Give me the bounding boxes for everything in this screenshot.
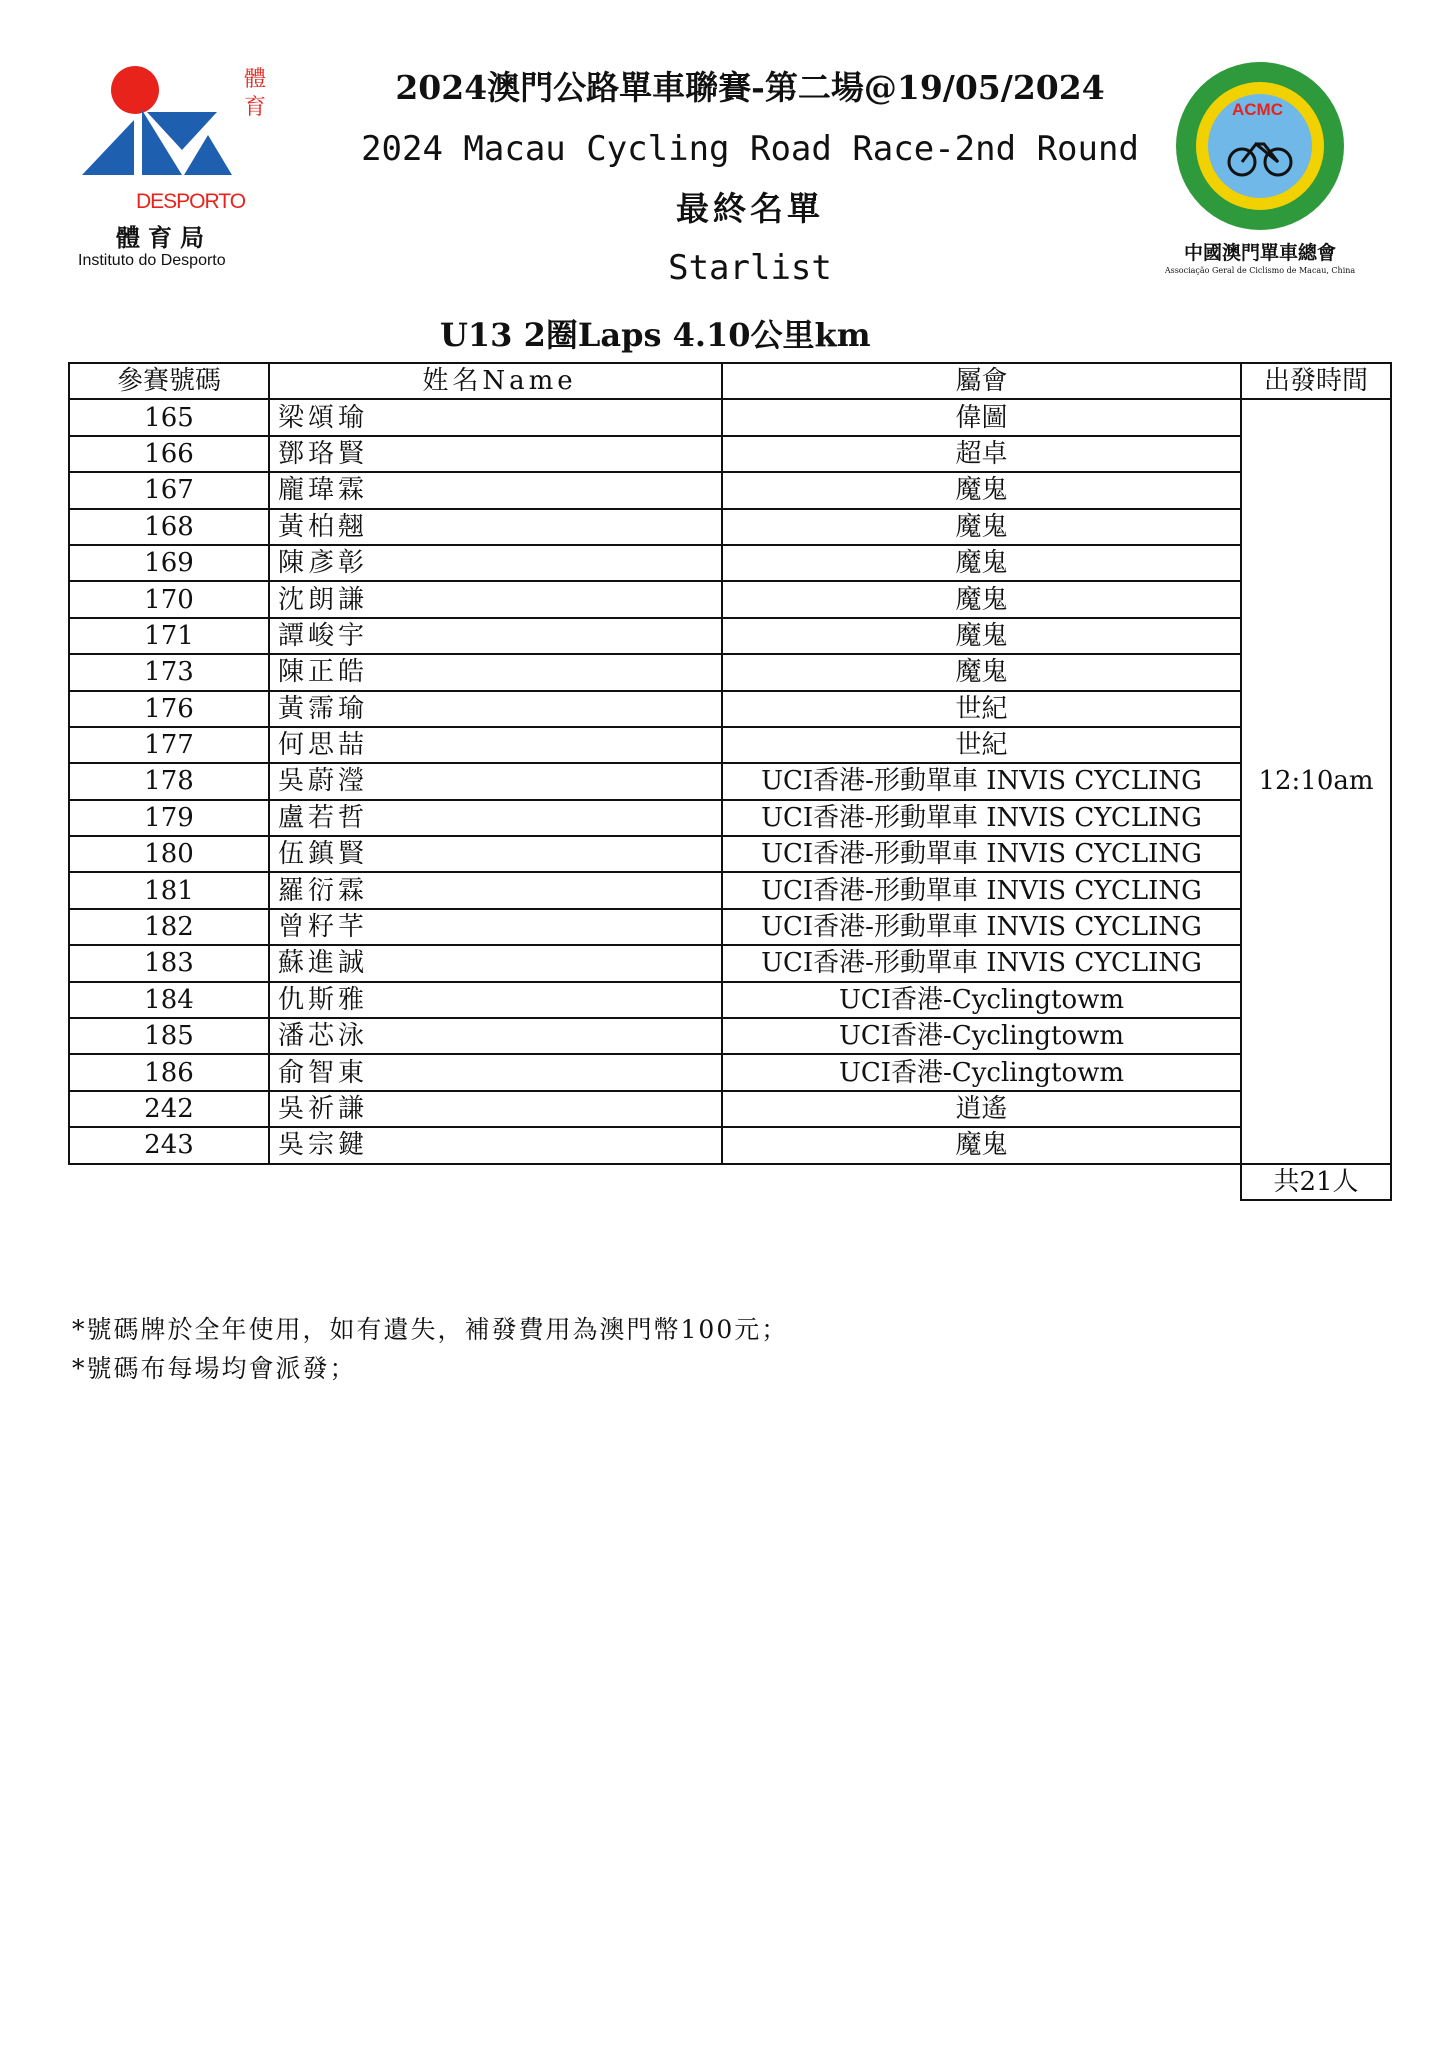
table-row <box>69 1054 1391 1090</box>
rider-name-cell: 陳彥彰 <box>269 545 722 581</box>
bib-number-cell: 173 <box>69 654 269 690</box>
rider-name-cell: 陳正皓 <box>269 654 722 690</box>
table-row <box>69 1127 1391 1163</box>
table-row <box>69 763 1391 799</box>
desporto-brand: DESPORTO <box>136 190 246 213</box>
table-row <box>69 909 1391 945</box>
bib-number-cell: 176 <box>69 691 269 727</box>
bib-number-cell: 168 <box>69 509 269 545</box>
club-cell: 世紀 <box>722 727 1241 763</box>
rider-name-cell: 潘芯泳 <box>269 1018 722 1054</box>
club-cell: 魔鬼 <box>722 654 1241 690</box>
bib-number-cell: 181 <box>69 872 269 908</box>
table-row <box>69 800 1391 836</box>
table-row <box>69 618 1391 654</box>
title-en: 2024 Macau Cycling Road Race-2nd Round <box>361 129 1139 169</box>
bib-number-cell: 184 <box>69 982 269 1018</box>
rider-name-cell: 蘇進誠 <box>269 945 722 981</box>
rider-name-cell: 仇斯雅 <box>269 982 722 1018</box>
document-header <box>360 58 1140 298</box>
footnote-1: *號碼牌於全年使用，如有遺失，補發費用為澳門幣100元； <box>72 1315 789 1344</box>
acmc-badge-graphic <box>1160 60 1360 235</box>
rider-name-cell: 吳蔚瀅 <box>269 763 722 799</box>
table-row <box>69 836 1391 872</box>
table-row <box>69 982 1391 1018</box>
race-category: U13 2圈Laps 4.10公里km <box>440 316 871 354</box>
rider-name-cell: 曾籽芊 <box>269 909 722 945</box>
table-row <box>69 399 1391 435</box>
header-club: 屬會 <box>722 363 1241 399</box>
rider-name-cell: 何思喆 <box>269 727 722 763</box>
table-row <box>69 436 1391 472</box>
acmc-name-pt: Associação Geral de Ciclismo de Macau, China <box>1164 266 1356 275</box>
acmc-name-zh: 中國澳門單車總會 <box>1183 242 1336 264</box>
desporto-logo <box>72 50 287 280</box>
acmc-logo <box>1160 60 1360 285</box>
rider-name-cell: 吳祈謙 <box>269 1091 722 1127</box>
club-cell: UCI香港-Cyclingtowm <box>722 1018 1241 1054</box>
club-cell: UCI香港-形動單車 INVIS CYCLING <box>722 763 1241 799</box>
table-row <box>69 691 1391 727</box>
club-cell: 魔鬼 <box>722 545 1241 581</box>
bib-number-cell: 186 <box>69 1054 269 1090</box>
bib-number-cell: 170 <box>69 581 269 617</box>
desporto-zh-char-2: 育 <box>244 95 267 120</box>
rider-name-cell: 吳宗鍵 <box>269 1127 722 1163</box>
rider-name-cell: 梁頌瑜 <box>269 399 722 435</box>
table-row <box>69 581 1391 617</box>
subtitle-en: Starlist <box>668 248 832 288</box>
header-start-time: 出發時間 <box>1241 363 1391 399</box>
club-cell: UCI香港-形動單車 INVIS CYCLING <box>722 800 1241 836</box>
club-cell: UCI香港-形動單車 INVIS CYCLING <box>722 872 1241 908</box>
club-cell: 世紀 <box>722 691 1241 727</box>
table-row <box>69 509 1391 545</box>
club-cell: 魔鬼 <box>722 509 1241 545</box>
starlist-table <box>68 362 1392 1201</box>
bib-number-cell: 182 <box>69 909 269 945</box>
club-cell: 偉圖 <box>722 399 1241 435</box>
bib-number-cell: 242 <box>69 1091 269 1127</box>
total-row <box>69 1164 1391 1200</box>
rider-total: 共21人 <box>1241 1164 1391 1200</box>
bib-number-cell: 165 <box>69 399 269 435</box>
club-cell: UCI香港-Cyclingtowm <box>722 1054 1241 1090</box>
table-row <box>69 1018 1391 1054</box>
table-row <box>69 945 1391 981</box>
rider-name-cell: 龐瑋霖 <box>269 472 722 508</box>
table-row <box>69 727 1391 763</box>
footnote-2: *號碼布每場均會派發； <box>72 1354 357 1383</box>
bib-number-cell: 183 <box>69 945 269 981</box>
club-cell: UCI香港-Cyclingtowm <box>722 982 1241 1018</box>
club-cell: UCI香港-形動單車 INVIS CYCLING <box>722 836 1241 872</box>
subtitle-zh: 最終名單 <box>676 189 824 228</box>
rider-name-cell: 黃柏翹 <box>269 509 722 545</box>
club-cell: UCI香港-形動單車 INVIS CYCLING <box>722 945 1241 981</box>
table-header-row <box>69 363 1391 399</box>
table-row <box>69 545 1391 581</box>
table-row <box>69 872 1391 908</box>
bib-number-cell: 185 <box>69 1018 269 1054</box>
club-cell: 逍遙 <box>722 1091 1241 1127</box>
rider-name-cell: 盧若哲 <box>269 800 722 836</box>
desporto-name-zh: 體育局 <box>116 224 212 252</box>
table-row <box>69 654 1391 690</box>
header-bib-number: 參賽號碼 <box>69 363 269 399</box>
rider-name-cell: 鄧珞賢 <box>269 436 722 472</box>
club-cell: 魔鬼 <box>722 472 1241 508</box>
club-cell: 魔鬼 <box>722 1127 1241 1163</box>
header-name: 姓名Name <box>269 363 722 399</box>
rider-name-cell: 俞智東 <box>269 1054 722 1090</box>
bib-number-cell: 178 <box>69 763 269 799</box>
bib-number-cell: 180 <box>69 836 269 872</box>
bib-number-cell: 166 <box>69 436 269 472</box>
title-zh: 2024澳門公路單車聯賽-第二場@19/05/2024 <box>395 68 1105 107</box>
bib-number-cell: 171 <box>69 618 269 654</box>
table-row <box>69 472 1391 508</box>
rider-name-cell: 羅衍霖 <box>269 872 722 908</box>
desporto-name-pt: Instituto do Desporto <box>78 252 226 269</box>
rider-name-cell: 沈朗謙 <box>269 581 722 617</box>
rider-name-cell: 譚峻宇 <box>269 618 722 654</box>
bib-number-cell: 169 <box>69 545 269 581</box>
acmc-badge-text: ACMC <box>1232 100 1283 119</box>
footnotes <box>72 1310 788 1388</box>
table-row <box>69 1091 1391 1127</box>
rider-name-cell: 黃霈瑜 <box>269 691 722 727</box>
start-time-cell: 12:10am <box>1241 399 1391 1163</box>
club-cell: 超卓 <box>722 436 1241 472</box>
rider-name-cell: 伍鎮賢 <box>269 836 722 872</box>
bib-number-cell: 167 <box>69 472 269 508</box>
bib-number-cell: 179 <box>69 800 269 836</box>
club-cell: UCI香港-形動單車 INVIS CYCLING <box>722 909 1241 945</box>
desporto-zh-char-1: 體 <box>244 67 267 92</box>
club-cell: 魔鬼 <box>722 581 1241 617</box>
bib-number-cell: 177 <box>69 727 269 763</box>
bib-number-cell: 243 <box>69 1127 269 1163</box>
club-cell: 魔鬼 <box>722 618 1241 654</box>
